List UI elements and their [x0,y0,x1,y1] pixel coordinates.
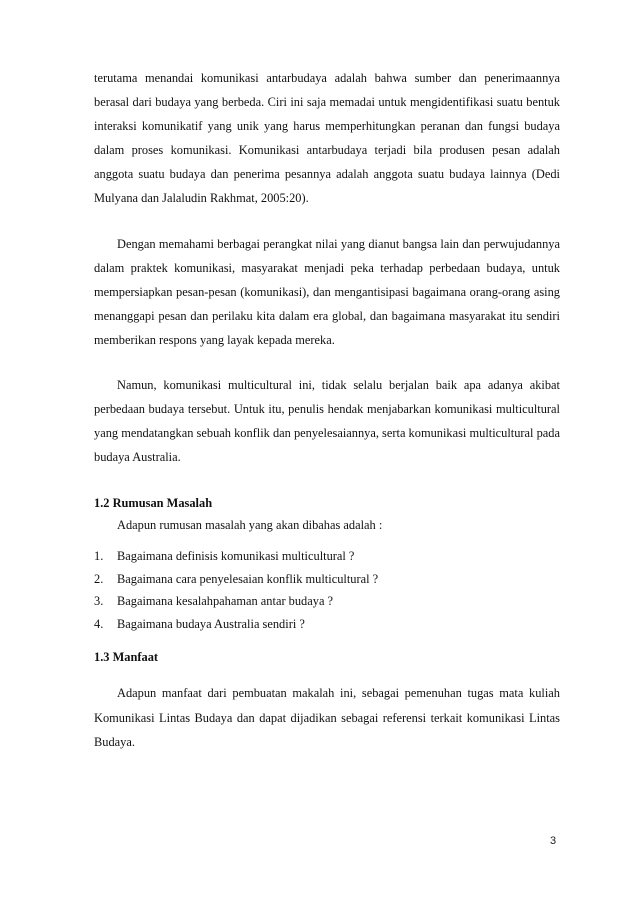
list-item [94,613,560,636]
paragraph-intercultural-definition: terutama menandai komunikasi antarbudaya adalah bahwa sumber dan penerimaannya berasal dari budaya yang berbeda. Ciri ini saja memadai untuk mengidentifikasi suatu bentuk interaksi komunikatif yang unik yang harus memperhitungkan peranan dan fungsi budaya dalam proses komunikasi. Komunikasi antarbudaya terjadi bila produsen pesan adalah anggota suatu budaya dan penerima pesannya adalah anggota suatu budaya lainnya (Dedi Mulyana dan Jalaludin Rakhmat, 2005:20). [94,71,560,206]
document-page [94,66,560,754]
list-item [94,545,560,568]
page-number: 3 [550,835,557,847]
heading-manfaat: 1.3 Manfaat [94,650,159,665]
list-item-text: Bagaimana definisis komunikasi multicultural ? [117,549,355,564]
list-item-text: Bagaimana budaya Australia sendiri ? [117,616,305,631]
list-item-number: 2. [94,571,104,586]
list-item-text: Bagaimana kesalahpahaman antar budaya ? [117,594,334,609]
list-item-number: 1. [94,549,104,564]
section-rumusan-masalah [94,492,560,635]
list-item-number: 3. [94,594,104,609]
paragraph-understanding-values: Dengan memahami berbagai perangkat nilai yang dianut bangsa lain dan perwujudannya dalam praktek komunikasi, masyarakat menjadi peka terhadap perbedaan budaya, untuk mempersiapkan pesan-pesan (komunikasi), dan mengantisipasi bagaimana orang-orang asing menanggapi pesan dan perilaku kita dalam era global, dan bagaimana masyarakat itu sendiri memberikan respons yang layak kepada mereka. [94,236,560,347]
list-item-number: 4. [94,616,104,631]
list-item-text: Bagaimana cara penyelesaian konflik multicultural ? [117,571,379,586]
rumusan-intro: Adapun rumusan masalah yang akan dibahas adalah : [117,518,383,533]
heading-rumusan-masalah: 1.2 Rumusan Masalah [94,496,213,511]
paragraph-multicultural-conflict: Namun, komunikasi multicultural ini, tidak selalu berjalan baik apa adanya akibat perbedaan budaya tersebut. Untuk itu, penulis hendak menjabarkan komunikasi multicultural yang mendatangkan sebuah konflik dan penyelesaiannya, serta komunikasi multicultural pada budaya Australia. [94,378,560,465]
list-item [94,568,560,591]
list-item [94,590,560,613]
paragraph-manfaat: Adapun manfaat dari pembuatan makalah ini, sebagai pemenuhan tugas mata kuliah Komunikasi Lintas Budaya dan dapat dijadikan sebagai referensi terkait komunikasi Lintas Budaya. [94,686,560,749]
section-manfaat [94,646,560,753]
rumusan-list [94,545,560,635]
